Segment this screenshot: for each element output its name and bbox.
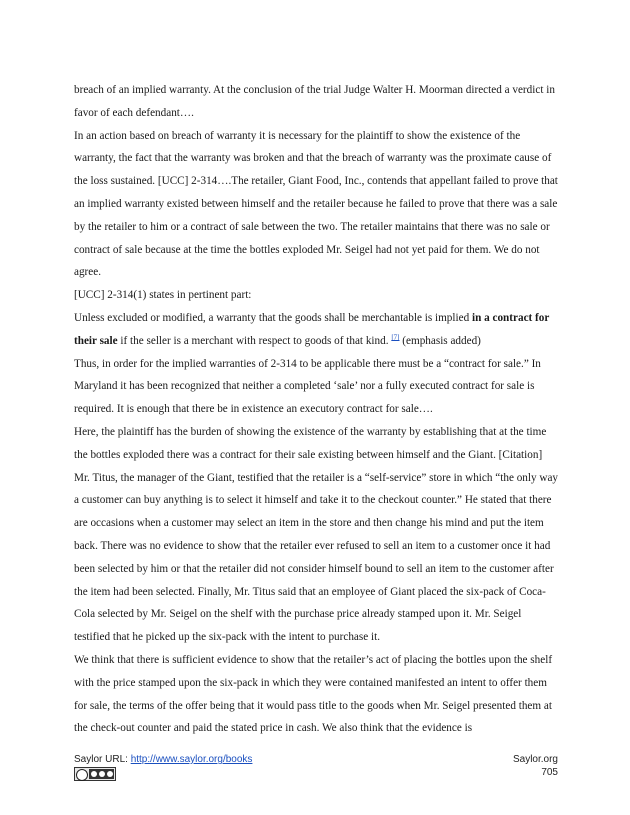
quote-emphasis: in a contract for their sale — [74, 311, 550, 347]
site-name: Saylor.org — [512, 754, 558, 765]
source-link[interactable]: http://www.saylor.org/books — [130, 754, 253, 765]
body-text — [74, 79, 560, 740]
paragraph: Here, the plaintiff has the burden of showing the existence of the warranty by establishing that at the time the bottles exploded there was a contract for their sale existing between himself and the Giant. [Citation] Mr. Titus, the manager of the Giant, testified that the retailer is a “self-service” store in which “the only way a customer can buy anything is to select it himself and take it to the checkout counter.” He stated that there are occasions when a customer may select an item in the store and then change his mind and put the item back. There was no evidence to show that the retailer ever refused to sell an item to a customer once it had been selected by him or that the retailer did not consider himself bound to sell an item to the customer after the item had been selected. Finally, Mr. Titus said that an employee of Giant placed the six-pack of Coca-Cola selected by Mr. Seigel on the shelf with the purchase price already stamped upon it. Mr. Seigel testified that he picked up the six-pack with the intent to purchase it. — [74, 425, 559, 644]
paragraph: We think that there is sufficient evidence to show that the retailer’s act of placing the bottles upon the shelf with the price stamped upon the six-pack in which they were contained manifested an intent to offer them for sale, the terms of the offer being that it would pass title to the goods when Mr. Seigel presented them at the check-out counter and paid the stated price in cash. We also think that the evidence is — [74, 653, 553, 735]
footer-source — [74, 753, 252, 766]
quoted-statute — [74, 307, 560, 353]
footer-page-info — [513, 753, 558, 779]
footnote-link[interactable]: [7] — [391, 333, 400, 342]
paragraph: [UCC] 2-314(1) states in pertinent part: — [74, 289, 252, 302]
paragraph: Thus, in order for the implied warranties of 2-314 to be applicable there must be a “contract for sale.” In Maryland it has been recognized that neither a completed ‘sale’ nor a fully executed contract for sale is required. It is enough that there be in existence an executory contract for sale…. — [74, 357, 541, 416]
paragraph: In an action based on breach of warranty it is necessary for the plaintiff to show the existence of the warranty, the fact that the warranty was broken and that the breach of warranty was the proximate cause of the loss sustained. [UCC] 2-314….The retailer, Giant Food, Inc., contends that appellant failed to prove that an implied warranty existed between himself and the retailer because he failed to prove that there was a sale by the retailer to him or a contract of sale between the two. The retailer maintains that there was no sale or contract of sale because at the time the bottles exploded Mr. Seigel had not yet paid for them. We do not agree. — [74, 129, 558, 279]
paragraph: breach of an implied warranty. At the conclusion of the trial Judge Walter H. Moorman directed a verdict in favor of each defendant…. — [74, 84, 555, 119]
quote-text: if the seller is a merchant with respect to goods of that kind. — [117, 334, 389, 347]
creative-commons-icon — [74, 767, 116, 781]
page-number: 705 — [541, 767, 558, 778]
source-label: Saylor URL: — [74, 754, 131, 765]
quote-text: Unless excluded or modified, a warranty that the goods shall be merchantable is implied — [74, 311, 472, 324]
quote-tail: (emphasis added) — [399, 334, 481, 347]
